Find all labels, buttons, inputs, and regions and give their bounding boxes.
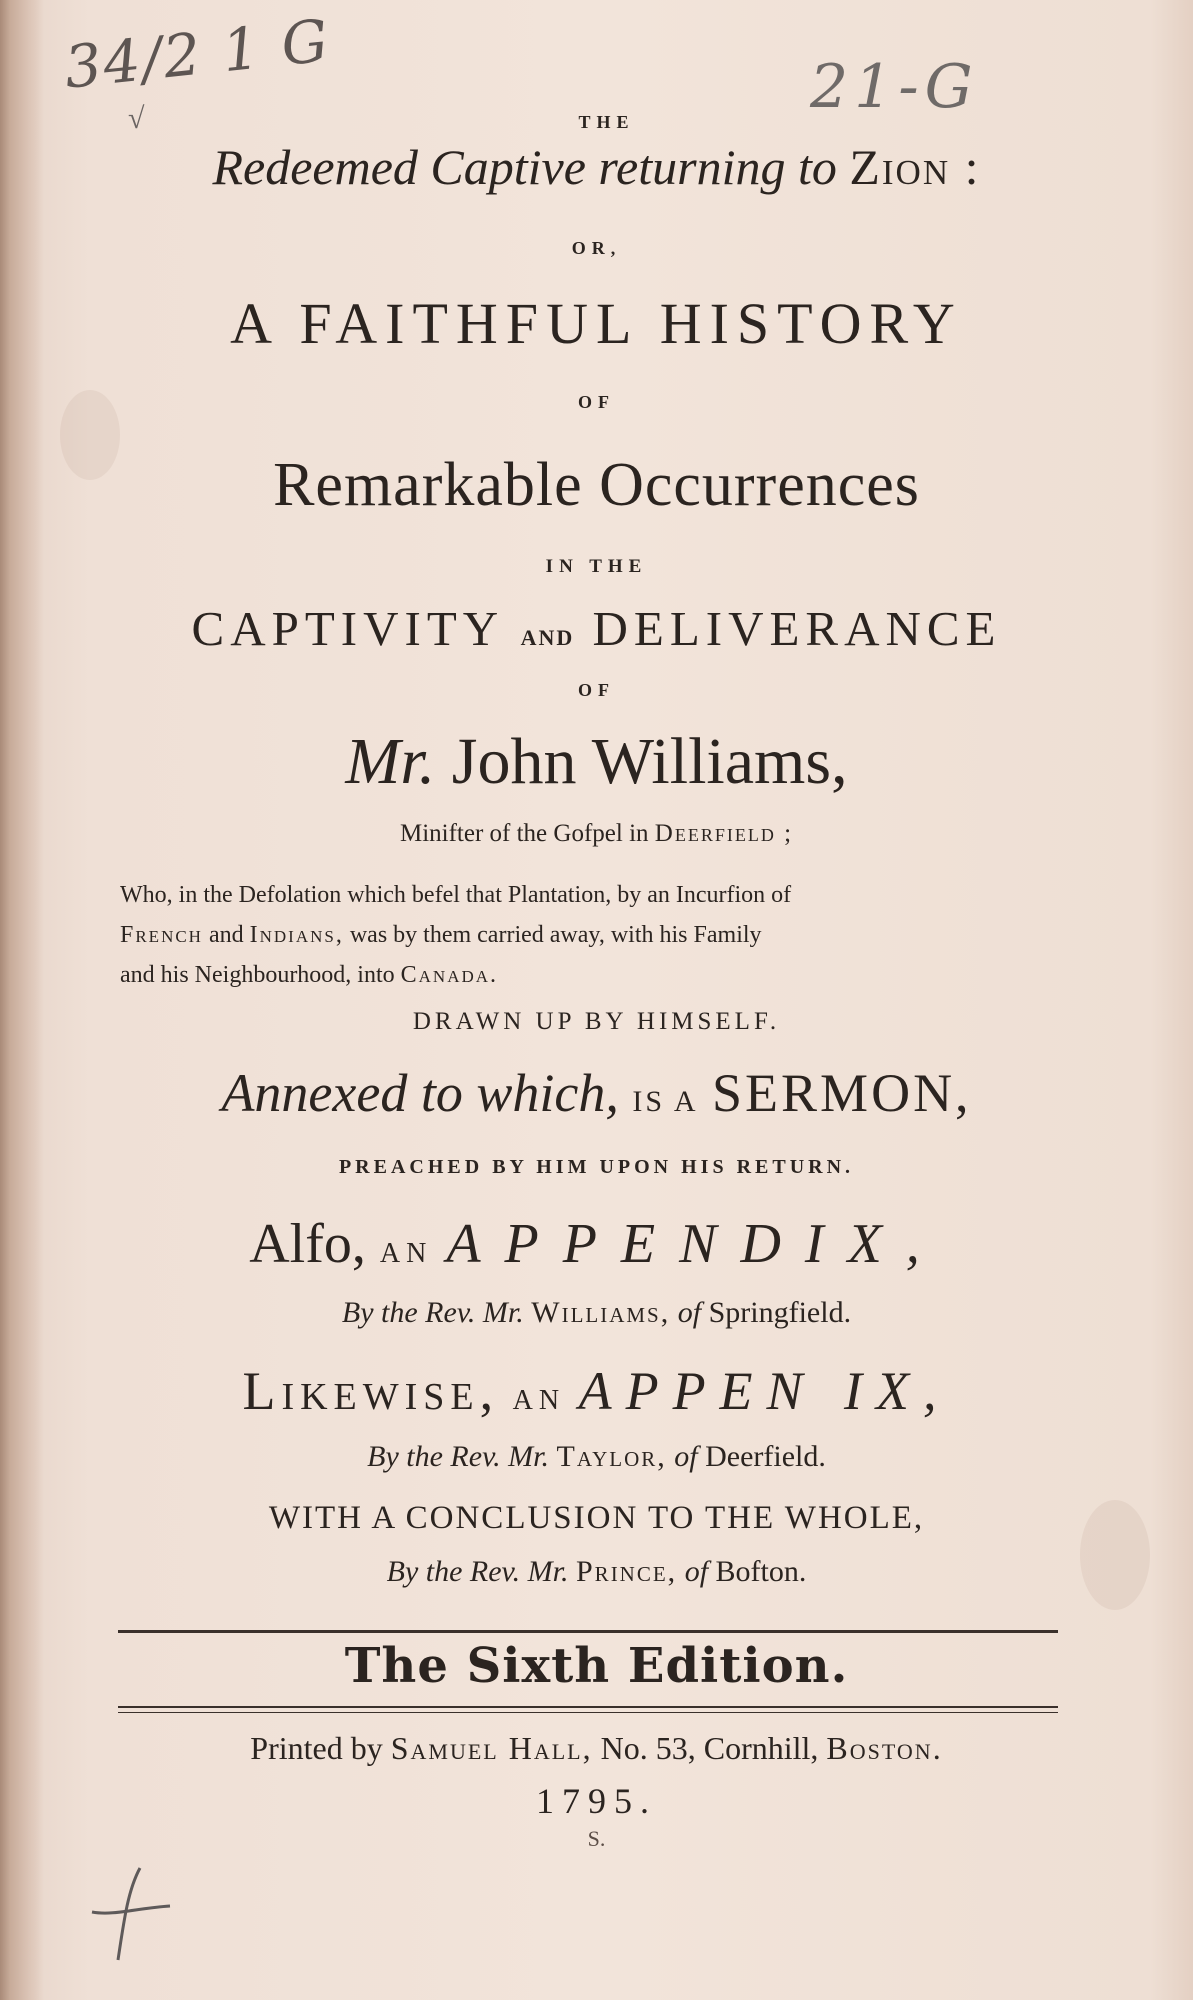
appendix-text: APPEN IX, xyxy=(578,1361,951,1421)
divider-rule xyxy=(118,1712,1058,1713)
preached-line: PREACHED BY HIM UPON HIS RETURN. xyxy=(338,1156,855,1178)
of-text: of xyxy=(684,1555,709,1588)
imprint-city: Boston. xyxy=(826,1730,943,1766)
taylor-text: Taylor, xyxy=(556,1440,667,1473)
desc-indians: Indians, xyxy=(249,922,344,948)
pencil-cross-mark xyxy=(88,1860,178,1970)
author-description xyxy=(60,820,1133,848)
by-text: By the Rev. Mr. xyxy=(386,1555,569,1588)
captivity-word: CAPTIVITY xyxy=(191,601,503,656)
an-text: AN xyxy=(379,1238,433,1269)
divider-rule xyxy=(118,1706,1058,1708)
desc-canada: Canada. xyxy=(400,962,499,988)
edition-line: The Sixth Edition. xyxy=(344,1638,849,1694)
also-text: Alfo, xyxy=(249,1213,366,1275)
subtitle-captivity xyxy=(60,600,1133,657)
signature-mark: S. xyxy=(587,1826,606,1851)
deerfield-text: Deerfield. xyxy=(705,1440,826,1473)
prince-text: Prince, xyxy=(576,1555,678,1588)
williams-text: Williams, xyxy=(531,1296,671,1329)
imprint-line xyxy=(60,1730,1133,1767)
printer-address: No. 53, Cornhill, xyxy=(600,1730,819,1766)
springfield-text: Springfield. xyxy=(708,1296,852,1329)
and-word: AND xyxy=(520,625,575,650)
of-text: of xyxy=(674,1440,698,1473)
desc-line-2: was by them carried away, with his Family xyxy=(349,922,762,948)
desc-line-1: Who, in the Defolation which befel that Plantation, by an Incurfion of xyxy=(120,882,792,908)
title-text: Redeemed Captive returning to xyxy=(212,139,837,195)
author-name xyxy=(60,724,1133,800)
printed-by-text: Printed by xyxy=(250,1730,383,1766)
heading-or: OR, xyxy=(571,238,622,258)
annexed-line xyxy=(60,1062,1133,1124)
desc-french: French xyxy=(120,922,203,948)
heading-the: THE xyxy=(578,112,635,132)
by-text: By the Rev. Mr. xyxy=(367,1440,550,1473)
sermon-text: SERMON, xyxy=(712,1063,972,1123)
author-mr: Mr. xyxy=(345,725,436,798)
heading-of: OF xyxy=(578,680,615,700)
by-text: By the Rev. Mr. xyxy=(341,1296,524,1329)
of-text: of xyxy=(677,1296,702,1329)
handwritten-check: √ xyxy=(128,102,145,135)
by-williams-line xyxy=(60,1296,1133,1330)
heading-in-the: IN THE xyxy=(545,556,648,577)
desc-and: and xyxy=(208,922,244,948)
imprint-year: 1795. xyxy=(536,1781,657,1821)
printer-name: Samuel Hall, xyxy=(390,1730,593,1766)
heading-of: OF xyxy=(578,392,615,412)
boston-text: Bofton. xyxy=(715,1555,807,1588)
subtitle-faithful-history: A FAITHFUL HISTORY xyxy=(230,291,963,356)
likewise-text: Likewise, xyxy=(242,1361,500,1421)
is-a-text: IS A xyxy=(632,1085,699,1118)
by-prince-line xyxy=(60,1555,1133,1589)
drawn-up-line: DRAWN UP BY HIMSELF. xyxy=(412,1008,781,1035)
handwritten-number: 21-G xyxy=(810,52,979,122)
desc-line-3: and his Neighbourhood, into xyxy=(120,962,395,988)
annexed-text: Annexed to which, xyxy=(221,1063,619,1123)
appendix-text: APPENDIX, xyxy=(446,1213,944,1275)
spine-edge xyxy=(0,0,44,2000)
handwritten-shelfmark: 34/2 1 G xyxy=(61,6,334,102)
likewise-appendix-line xyxy=(60,1360,1133,1422)
author-john-williams: John Williams, xyxy=(451,725,848,798)
title-zion: Zion : xyxy=(849,139,981,195)
subtitle-remarkable: Remarkable Occurrences xyxy=(273,451,920,519)
also-appendix-line xyxy=(60,1212,1133,1276)
divider-rule xyxy=(118,1630,1058,1633)
an-text: AN xyxy=(512,1385,566,1416)
description-paragraph xyxy=(120,875,1080,995)
deliverance-word: DELIVERANCE xyxy=(592,601,1002,656)
conclusion-line: WITH A CONCLUSION TO THE WHOLE, xyxy=(268,1500,925,1536)
main-title xyxy=(60,138,1133,196)
by-taylor-line xyxy=(60,1440,1133,1474)
minister-text: Minifter of the Gofpel in xyxy=(399,820,649,847)
deerfield-text: Deerfield ; xyxy=(654,820,794,847)
